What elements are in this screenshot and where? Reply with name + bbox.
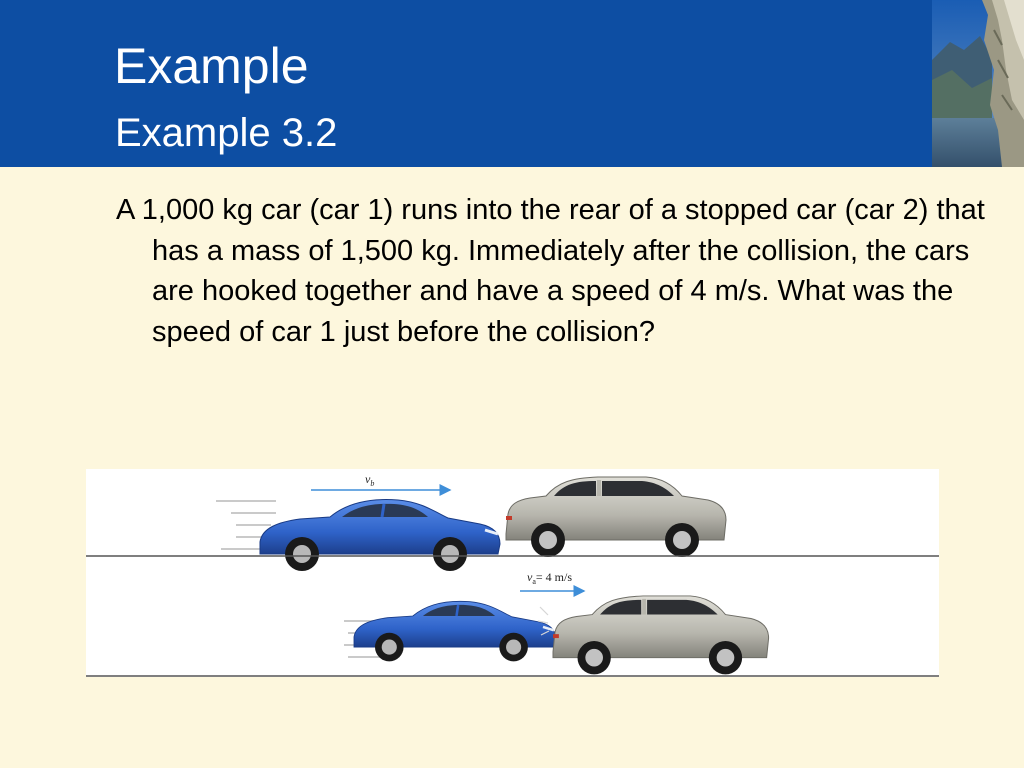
slide-subtitle: Example 3.2: [115, 111, 338, 155]
mountain-photo: [932, 0, 1024, 167]
title-banner: [0, 0, 1024, 167]
problem-statement: A 1,000 kg car (car 1) runs into the rear of a stopped car (car 2) that has a mass of 1,500 kg. Immediately after the collision, the cars are hooked together and have a speed of 4 m/s. What was the speed of car 1 just before the collision?: [116, 194, 985, 348]
car-1-after: [354, 601, 556, 661]
car-2-after: [553, 596, 769, 674]
car-2-before: [506, 477, 726, 557]
velocity-after-label: $v_a= 4$ m/s: [527, 570, 572, 586]
velocity-before-label: $v_b$: [365, 472, 375, 488]
collision-figure: [86, 469, 939, 677]
slide-title: Example: [114, 38, 309, 94]
car-1-before: [260, 500, 500, 571]
